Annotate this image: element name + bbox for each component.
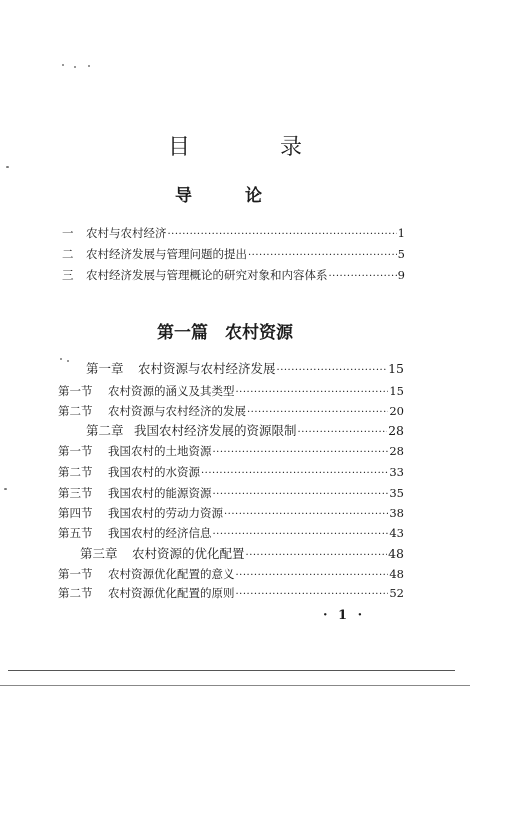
section-page: 15 — [389, 384, 404, 398]
chapter-text: 我国农村经济发展的资源限制 — [134, 423, 297, 438]
section-page: 33 — [389, 465, 404, 479]
intro-item — [62, 267, 405, 285]
scan-speck — [67, 360, 69, 362]
leader-dots — [236, 587, 389, 603]
scan-speck — [88, 65, 90, 67]
intro-item — [62, 246, 405, 264]
intro-item-page: 1 — [397, 226, 405, 240]
section-page: 20 — [389, 404, 404, 418]
section-entry — [58, 485, 404, 503]
section-text: 农村资源与农村经济的发展 — [108, 404, 246, 418]
leader-dots — [201, 466, 388, 482]
part-title: 第一篇 农村资源 — [157, 323, 293, 343]
intro-item — [62, 225, 405, 243]
section-text: 我国农村的能源资源 — [108, 486, 212, 500]
bottom-rule — [8, 670, 455, 671]
leader-dots — [213, 445, 389, 461]
intro-item-label: 三 — [62, 268, 74, 282]
leader-dots — [329, 269, 397, 285]
section-entry — [58, 443, 404, 461]
chapter-entry — [80, 546, 404, 564]
section-entry — [58, 585, 404, 603]
section-label: 第二节 — [58, 586, 93, 600]
toc-title-char-1: 目 — [168, 135, 191, 160]
section-label: 第一节 — [58, 384, 93, 398]
leader-dots — [298, 425, 388, 441]
chapter-entry — [86, 361, 404, 379]
intro-heading-char-1: 导 — [175, 186, 192, 206]
section-entry — [58, 383, 404, 401]
section-label: 第五节 — [58, 526, 93, 540]
section-page: 48 — [389, 567, 404, 581]
bottom-rule — [0, 685, 470, 686]
intro-item-text: 农村与农村经济 — [86, 226, 167, 240]
section-entry — [58, 464, 404, 482]
section-text: 我国农村的劳动力资源 — [108, 506, 223, 520]
section-page: 38 — [389, 506, 404, 520]
section-label: 第二节 — [58, 404, 93, 418]
section-text: 我国农村的水资源 — [108, 465, 200, 479]
section-text: 农村资源优化配置的原则 — [108, 586, 235, 600]
page-number: · 1 · — [323, 608, 366, 623]
section-entry — [58, 566, 404, 584]
chapter-label: 第三章 — [80, 546, 118, 561]
chapter-label: 第一章 — [86, 361, 124, 376]
leader-dots — [213, 527, 389, 543]
scan-speck — [6, 166, 9, 168]
leader-dots — [236, 385, 389, 401]
chapter-page: 48 — [388, 546, 404, 561]
section-label: 第一节 — [58, 567, 93, 581]
intro-item-page: 9 — [397, 268, 405, 282]
leader-dots — [248, 248, 397, 264]
section-page: 35 — [389, 486, 404, 500]
scan-speck — [62, 64, 64, 66]
chapter-page: 28 — [388, 423, 404, 438]
intro-item-text: 农村经济发展与管理问题的提出 — [86, 247, 247, 261]
section-text: 我国农村的土地资源 — [108, 444, 212, 458]
section-label: 第一节 — [58, 444, 93, 458]
leader-dots — [213, 487, 389, 503]
leader-dots — [247, 405, 388, 421]
section-text: 农村资源优化配置的意义 — [108, 567, 235, 581]
leader-dots — [168, 227, 397, 243]
section-entry — [58, 403, 404, 421]
intro-item-page: 5 — [397, 247, 405, 261]
chapter-text: 农村资源与农村经济发展 — [138, 361, 276, 376]
section-page: 28 — [389, 444, 404, 458]
section-page: 43 — [389, 526, 404, 540]
section-label: 第四节 — [58, 506, 93, 520]
leader-dots — [277, 363, 388, 379]
section-page: 52 — [389, 586, 404, 600]
section-text: 农村资源的涵义及其类型 — [108, 384, 235, 398]
leader-dots — [246, 548, 388, 564]
chapter-page: 15 — [388, 361, 404, 376]
section-label: 第三节 — [58, 486, 93, 500]
section-entry — [58, 525, 404, 543]
section-entry — [58, 505, 404, 523]
scan-speck — [4, 488, 7, 490]
intro-item-label: 二 — [62, 247, 74, 261]
chapter-label: 第二章 — [86, 423, 124, 438]
leader-dots — [224, 507, 388, 523]
intro-heading-char-2: 论 — [245, 186, 262, 206]
scan-speck — [74, 66, 76, 68]
intro-item-text: 农村经济发展与管理概论的研究对象和内容体系 — [86, 268, 328, 282]
intro-item-label: 一 — [62, 226, 74, 240]
scan-speck — [60, 358, 62, 360]
chapter-text: 农村资源的优化配置 — [132, 546, 245, 561]
chapter-entry — [86, 423, 404, 441]
section-text: 我国农村的经济信息 — [108, 526, 212, 540]
section-label: 第二节 — [58, 465, 93, 479]
toc-title-char-2: 录 — [280, 135, 303, 160]
leader-dots — [236, 568, 389, 584]
